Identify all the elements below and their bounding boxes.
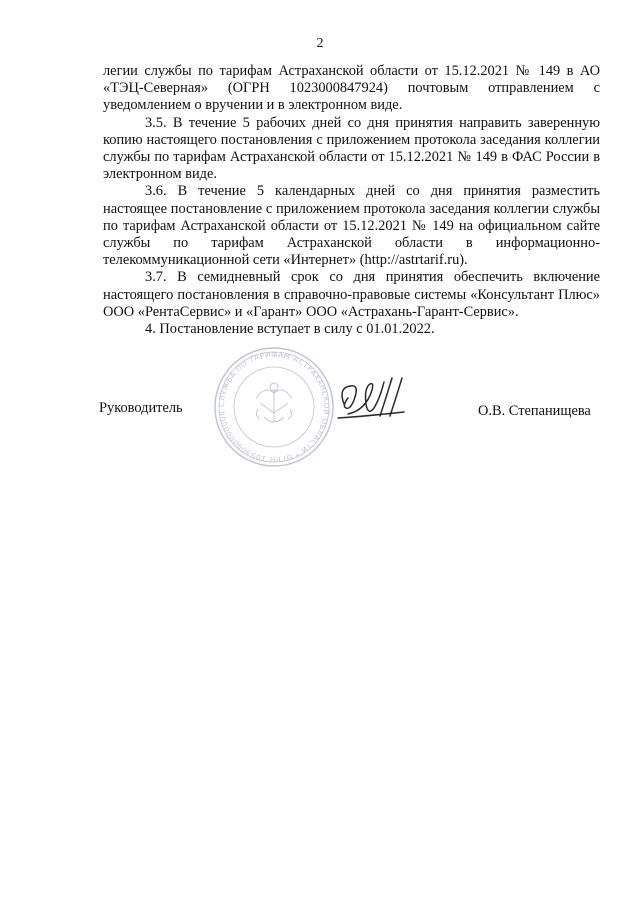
paragraph-3-6: 3.6. В течение 5 календарных дней со дня принятия разместить настоящее постановление с приложением протокола заседания коллегии службы по тарифам Астраханской области от 15.12.2021 № 149 на официальном сайте службы по тарифам Астраханской области в информационно-телекоммуникационной сети «Интернет» (http://astrtarif.ru). [103, 183, 600, 269]
paragraph-continuation: легии службы по тарифам Астраханской области от 15.12.2021 № 149 в АО «ТЭЦ-Северная» (ОГРН 1023000847924) почтовым отправлением с уведомлением о вручении и в электронном виде. [103, 63, 600, 114]
paragraph-3-5: 3.5. В течение 5 рабочих дней со дня принятия направить заверенную копию настоящего постановления с приложением протокола заседания коллегии службы по тарифам Астраханской области от 15.12.2021 № 149 в ФАС России в электронном виде. [103, 114, 600, 183]
official-seal-stamp [208, 345, 340, 469]
page-number: 2 [316, 36, 324, 51]
position-title: Руководитель [99, 400, 183, 416]
document-body [103, 63, 600, 338]
paragraph-3-7: 3.7. В семидневный срок со дня принятия обеспечить включение настоящего постановления в справочно-правовые системы «Консультант Плюс» ООО «РентаСервис» и «Гарант» ООО «Астрахань-Гарант-Сервис». [103, 269, 600, 320]
seal-outer-text: СЛУЖБА ПО ТАРИФАМ АСТРАХАНСКОЙ ОБЛАСТИ * ОГРН 1053000000000 [216, 349, 332, 465]
signer-name: О.В. Степанищева [478, 403, 591, 419]
paragraph-4: 4. Постановление вступает в силу с 01.01.2022. [145, 321, 435, 338]
handwritten-signature [334, 374, 412, 426]
